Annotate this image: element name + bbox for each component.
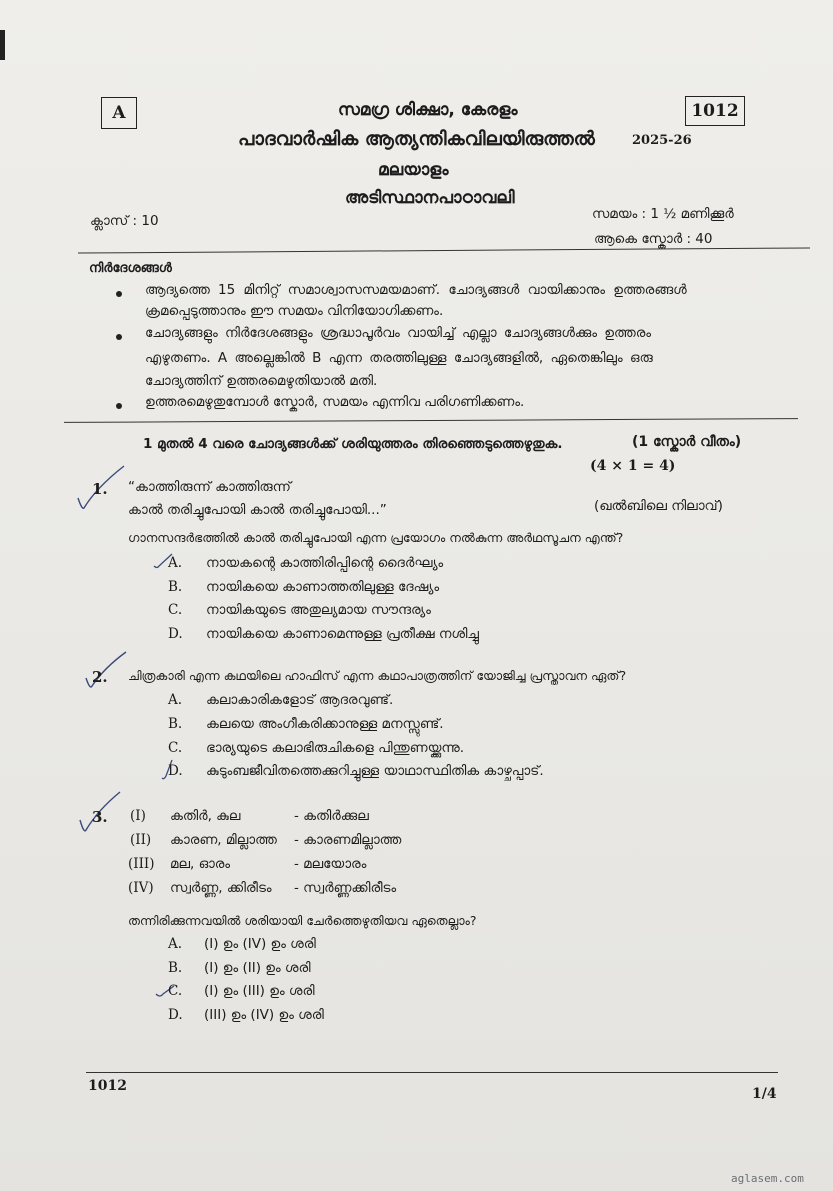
q2-option-text: കുടുംബജീവിതത്തെക്കുറിച്ചുള്ള യാഥാസ്ഥിതിക കാഴ്ചപ്പാട്.: [206, 763, 544, 779]
q3-option-text: (I) ഉം (III) ഉം ശരി: [204, 983, 315, 999]
time-label: സമയം : 1 ½ മണിക്കൂർ: [592, 206, 734, 222]
subject: മലയാളം: [378, 160, 449, 180]
q3-roman: (II): [130, 832, 152, 848]
exam-year: 2025-26: [632, 133, 692, 148]
org-name: സമഗ്ര ശിക്ഷാ, കേരളം: [338, 100, 518, 120]
scan-edge: [0, 30, 5, 60]
watermark: aglasem.com: [731, 1172, 804, 1185]
page-number: 1/4: [752, 1086, 777, 1102]
q3-words: സ്വർണ്ണ, ക്കിരീടം: [170, 880, 272, 896]
instruction-2c: ചോദ്യത്തിന് ഉത്തരമെഴുതിയാൽ മതി.: [145, 373, 378, 389]
q3-roman: (III): [128, 856, 155, 872]
q3-option-text: (I) ഉം (II) ഉം ശരി: [204, 960, 311, 976]
q2-option-text: കലയെ അംഗീകരിക്കാനുള്ള മനസ്സുണ്ട്.: [206, 716, 444, 732]
q3-roman: (IV): [128, 880, 154, 896]
q3-roman: (I): [130, 808, 146, 824]
q2-question: ചിത്രകാരി എന്ന കഥയിലെ ഹാഫിസ് എന്ന കഥാപാത്രത്തിന് യോജിച്ച പ്രസ്താവന ഏത്?: [128, 668, 627, 683]
header-rule: [78, 247, 810, 253]
q3-option-letter: A.: [168, 936, 183, 952]
q3-option-text: (I) ഉം (IV) ഉം ശരി: [204, 936, 316, 952]
q2-option-letter: B.: [168, 716, 183, 732]
q3-option-letter: D.: [168, 1007, 183, 1023]
q1-question: ഗാനസന്ദർഭത്തിൽ കാൽ തരിച്ചുപോയി എന്ന പ്രയോഗം നൽകുന്ന അർഥസൂചന എന്ത്?: [128, 530, 624, 545]
q2-option-letter: A.: [168, 692, 183, 708]
instruction-3: ഉത്തരമെഴുതുമ്പോൾ സ്കോർ, സമയം എന്നിവ പരിഗണിക്കണം.: [145, 394, 525, 410]
q1-option-letter: D.: [168, 626, 183, 642]
q3-number: 3.: [92, 808, 108, 826]
q3-joined: - കാരണമില്ലാത്ത: [294, 832, 402, 848]
q3-option-text: (III) ഉം (IV) ഉം ശരി: [204, 1007, 324, 1023]
q1-quote-line1: “കാത്തിരുന്ന് കാത്തിരുന്ന്: [128, 479, 291, 495]
total-score: ആകെ സ്കോർ : 40: [594, 231, 713, 247]
q3-words: മല, ഓരം: [170, 856, 231, 872]
q1-option-text: നായികയെ കാണാമെന്നുള്ള പ്രതീക്ഷ നശിച്ചു: [206, 626, 479, 642]
q1-source: (ഖൽബിലെ നിലാവ്): [594, 498, 723, 514]
instructions-rule: [64, 418, 798, 423]
q1-option-letter: C.: [168, 602, 183, 618]
q1-option-letter: B.: [168, 579, 183, 595]
q3-joined: - കതിർക്കുല: [294, 808, 369, 824]
bullet: [116, 291, 122, 297]
q1-quote-line2: കാൽ തരിച്ചുപോയി കാൽ തരിച്ചുപോയി...”: [128, 502, 387, 518]
footer-code: 1012: [88, 1078, 127, 1094]
q3-question: തന്നിരിക്കുന്നവയിൽ ശരിയായി ചേർത്തെഴുതിയവ ഏതെല്ലാം?: [128, 913, 477, 928]
q1-number: 1.: [92, 480, 108, 498]
q1-option-text: നായികയെ കാണാത്തതിലുള്ള ദേഷ്യം: [206, 579, 440, 595]
q2-number: 2.: [92, 668, 108, 686]
instruction-1b: ക്രമപ്പെടുത്താനും ഈ സമയം വിനിയോഗിക്കണം.: [145, 303, 444, 319]
set-code-box: [101, 97, 137, 129]
q2-option-letter: D.: [168, 763, 183, 779]
instructions-title: നിർദേശങ്ങൾ: [89, 261, 172, 276]
exam-title: പാദവാർഷിക ആത്യന്തികവിലയിരുത്തൽ: [238, 128, 595, 150]
instruction-2a: ചോദ്യങ്ങളും നിർദേശങ്ങളും ശ്രദ്ധാപൂർവം വായിച്ച് എല്ലാ ചോദ്യങ്ങൾക്കും ഉത്തരം: [145, 325, 652, 341]
q2-option-letter: C.: [168, 740, 183, 756]
paper-code-box: [685, 96, 745, 126]
set-code: A: [112, 103, 126, 123]
bullet: [116, 403, 122, 409]
class-label: ക്ലാസ് : 10: [90, 213, 159, 229]
bullet: [116, 334, 122, 340]
q3-joined: - സ്വർണ്ണക്കിരീടം: [294, 880, 397, 896]
section-score: (1 സ്കോർ വീതം): [632, 434, 742, 450]
footer-rule: [86, 1072, 778, 1073]
instruction-2b: എഴുതണം. A അല്ലെങ്കിൽ B എന്ന തരത്തിലുള്ള ചോദ്യങ്ങളിൽ, ഏതെങ്കിലും ഒരു: [145, 350, 653, 366]
q1-option-text: നായികയുടെ അതുല്യമായ സൗന്ദര്യം: [206, 602, 431, 618]
section-formula: (4 × 1 = 4): [590, 458, 676, 474]
q2-option-text: കലാകാരികളോട് ആദരവുണ്ട്.: [206, 692, 394, 708]
q3-words: കാരണ, മില്ലാത്ത: [170, 832, 277, 848]
q3-joined: - മലയോരം: [294, 856, 367, 872]
section-instruction: 1 മുതൽ 4 വരെ ചോദ്യങ്ങൾക്ക് ശരിയുത്തരം തിരഞ്ഞെടുത്തെഴുതുക.: [143, 436, 563, 452]
q3-option-letter: B.: [168, 960, 183, 976]
q3-option-letter: C.: [168, 983, 183, 999]
instruction-1a: ആദ്യത്തെ 15 മിനിറ്റ് സമാശ്വാസസമയമാണ്. ചോദ്യങ്ങൾ വായിക്കാനും ഉത്തരങ്ങൾ: [145, 282, 687, 298]
paper-name: അടിസ്ഥാനപാഠാവലി: [345, 188, 515, 208]
q2-option-text: ഭാര്യയുടെ കലാഭിരുചികളെ പിന്തുണയ്ക്കുന്നു.: [206, 740, 465, 756]
q1-option-letter: A.: [168, 555, 183, 571]
q1-option-text: നായകന്റെ കാത്തിരിപ്പിന്റെ ദൈർഘ്യം: [206, 555, 444, 571]
paper-code: 1012: [691, 101, 739, 121]
q3-words: കതിർ, കുല: [170, 808, 241, 824]
